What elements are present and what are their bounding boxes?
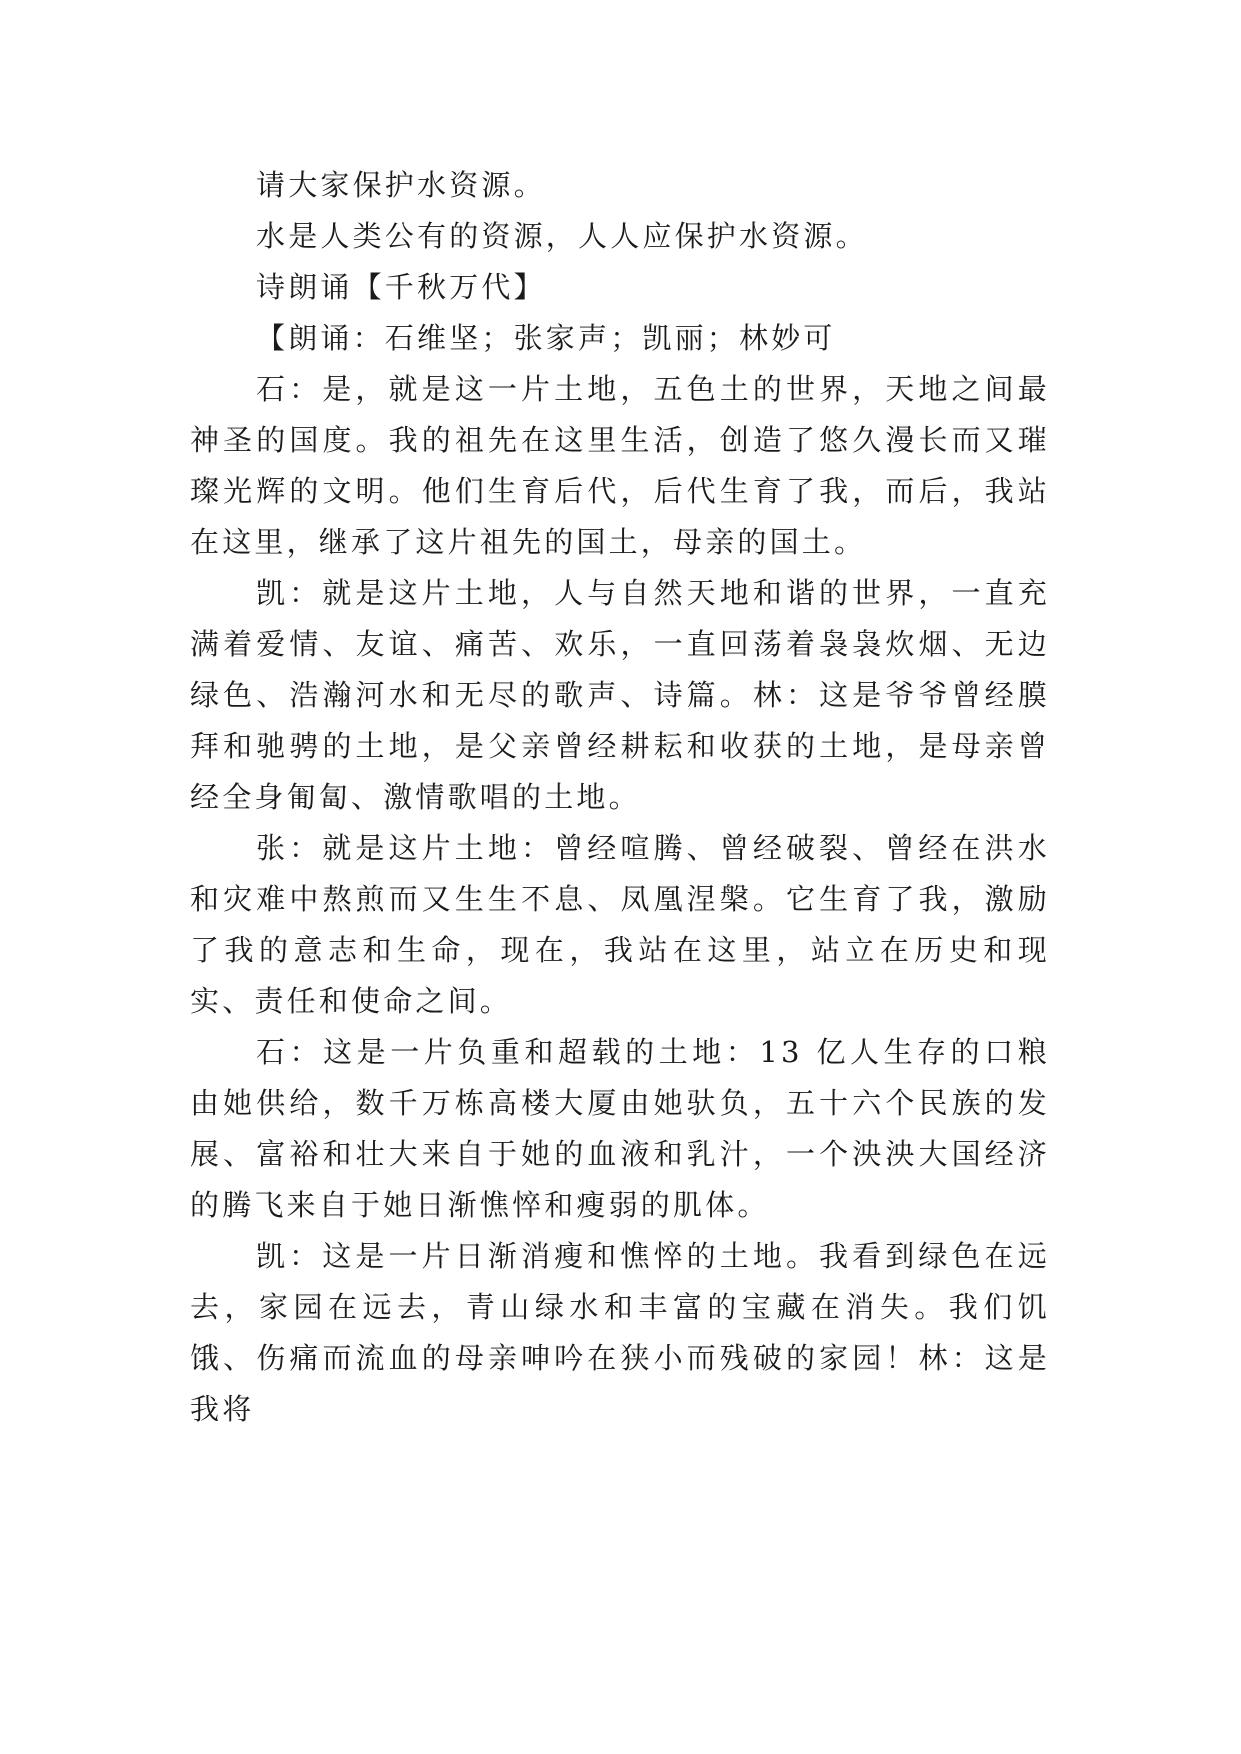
paragraph-zhang-1: 张：就是这片土地：曾经喧腾、曾经破裂、曾经在洪水和灾难中熬煎而又生生不息、凤凰涅槃。它生育了我，激励了我的意志和生命，现在，我站在这里，站立在历史和现实、责任和使命之间。 [190, 831, 1050, 1018]
reciters-line: 【朗诵：石维坚；张家声；凯丽；林妙可 [256, 321, 836, 355]
paragraph-shi-2: 石：这是一片负重和超载的土地：13 亿人生存的口粮由她供给，数千万栋高楼大厦由她驮负，五十六个民族的发展、富裕和壮大来自于她的血液和乳汁，一个泱泱大国经济的腾飞来自于她日渐憔悴和瘦弱的肌体。 [190, 1035, 1050, 1222]
document-body [190, 160, 1050, 1435]
paragraph-shi-1: 石：是，就是这一片土地，五色土的世界，天地之间最神圣的国度。我的祖先在这里生活，创造了悠久漫长而又璀璨光辉的文明。他们生育后代，后代生育了我，而后，我站在这里，继承了这片祖先的国土，母亲的国土。 [190, 372, 1050, 559]
paragraph-kai-2: 凯：这是一片日渐消瘦和憔悴的土地。我看到绿色在远去，家园在远去，青山绿水和丰富的宝藏在消失。我们饥饿、伤痛而流血的母亲呻吟在狭小而残破的家园！林：这是我将 [190, 1239, 1050, 1426]
paragraph-water-appeal: 请大家保护水资源。 [256, 168, 546, 202]
paragraph-water-resource: 水是人类公有的资源，人人应保护水资源。 [256, 219, 868, 253]
poem-title: 诗朗诵【千秋万代】 [256, 270, 546, 304]
paragraph-kai-1: 凯：就是这片土地，人与自然天地和谐的世界，一直充满着爱情、友谊、痛苦、欢乐，一直回荡着袅袅炊烟、无边绿色、浩瀚河水和无尽的歌声、诗篇。林：这是爷爷曾经膜拜和驰骋的土地，是父亲曾经耕耘和收获的土地，是母亲曾经全身匍匐、激情歌唱的土地。 [190, 576, 1050, 814]
